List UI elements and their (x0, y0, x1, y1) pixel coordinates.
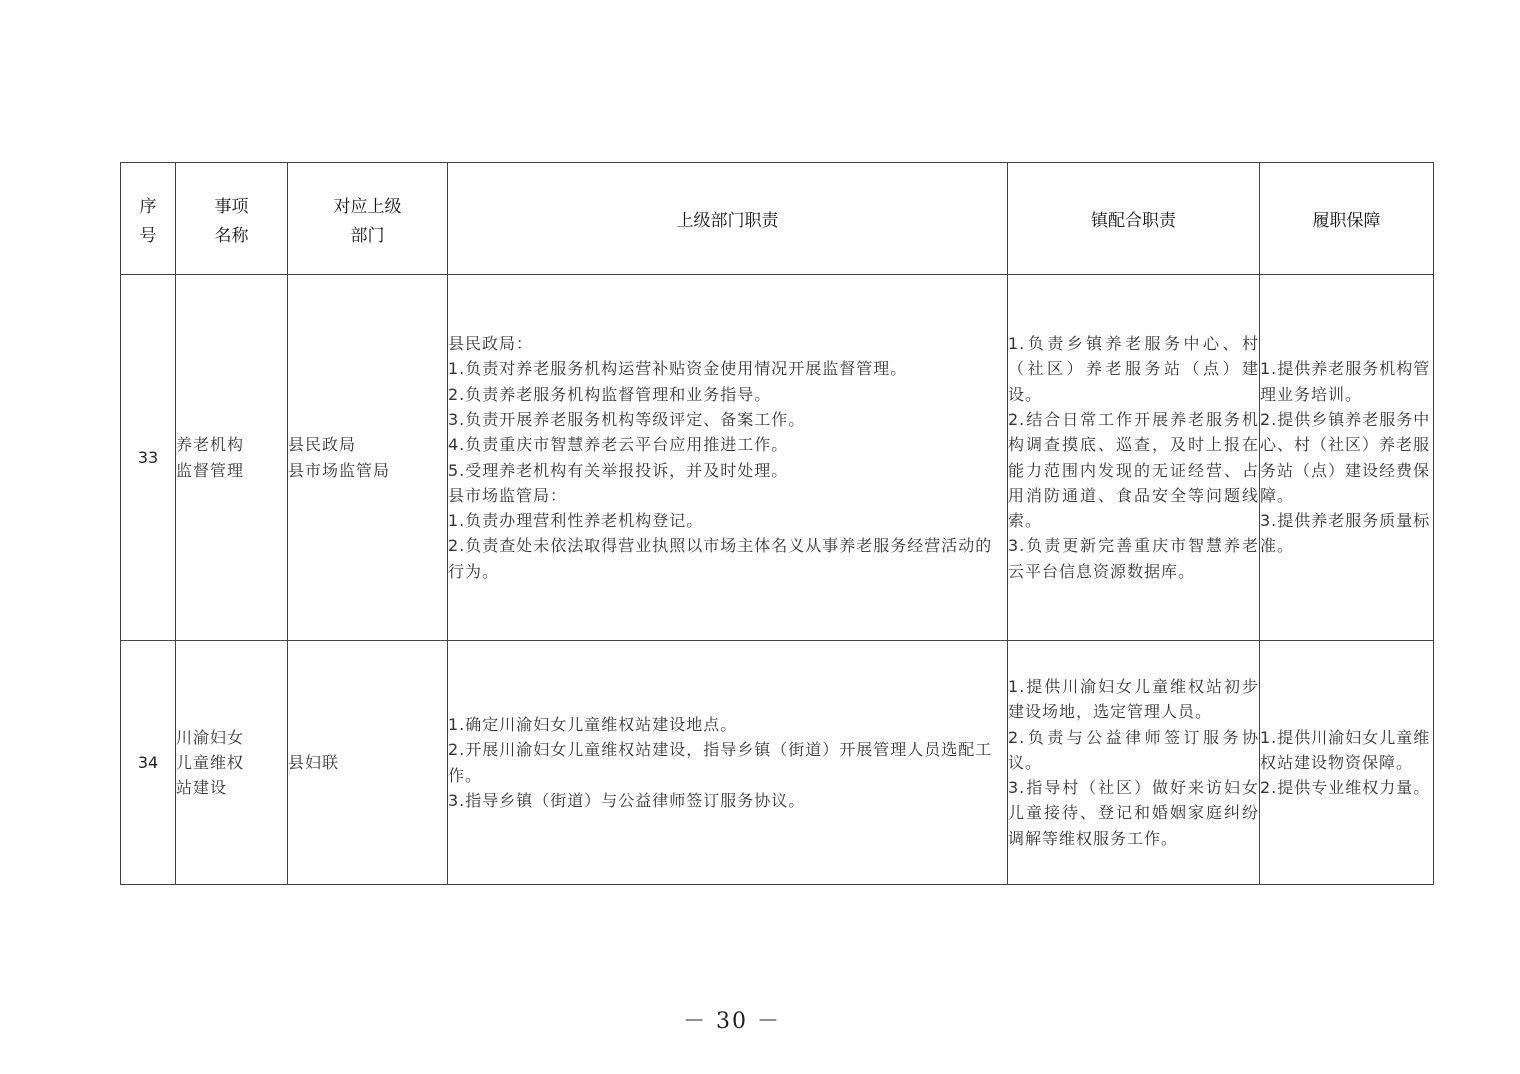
row-department (288, 641, 448, 885)
item-name-line: 儿童维权 (176, 752, 245, 772)
row-item-name (176, 641, 288, 885)
header-seq-line-1: 序 (139, 196, 157, 217)
guarantee-line: 1.提供养老服务机构管理业务培训。 (1260, 359, 1431, 404)
department-line: 县妇联 (288, 752, 340, 772)
upper-duty-line: 县市场监管局： (448, 485, 568, 505)
upper-duty-line: 1.确定川渝妇女儿童维权站建设地点。 (448, 714, 738, 734)
header-town-duty: 镇配合职责 (1008, 163, 1260, 275)
header-item-line-1: 事项 (214, 196, 249, 217)
guarantee-line: 3.提供养老服务质量标准。 (1260, 511, 1431, 556)
upper-duty-line: 3.指导乡镇（街道）与公益律师签订服务协议。 (448, 790, 806, 810)
item-name-line: 站建设 (176, 778, 228, 798)
item-name-line: 监督管理 (176, 460, 245, 480)
table-row (121, 275, 1434, 641)
upper-duty-line: 1.负责办理营利性养老机构登记。 (448, 511, 704, 531)
upper-duty-line: 5.受理养老机构有关举报投诉，并及时处理。 (448, 460, 789, 480)
upper-duty-line: 2.负责养老服务机构监督管理和业务指导。 (448, 384, 772, 404)
row-guarantee (1260, 641, 1434, 885)
header-upper-duty: 上级部门职责 (448, 163, 1008, 275)
row-seq: 34 (121, 641, 176, 885)
guarantee-line: 2.提供专业维权力量。 (1260, 778, 1431, 798)
upper-duty-line: 3.负责开展养老服务机构等级评定、备案工作。 (448, 409, 806, 429)
row-town-duty (1008, 641, 1260, 885)
page-number: － 30 － (683, 1009, 781, 1034)
town-duty-line: 3.指导村（社区）做好来访妇女儿童接待、登记和婚姻家庭纠纷调解等维权服务工作。 (1008, 778, 1259, 848)
table-row (121, 641, 1434, 885)
header-dept (288, 163, 448, 275)
row-seq: 33 (121, 275, 176, 641)
row-guarantee (1260, 275, 1434, 641)
upper-duty-line: 2.开展川渝妇女儿童维权站建设，指导乡镇（街道）开展管理人员选配工作。 (448, 740, 993, 785)
town-duty-line: 2.负责与公益律师签订服务协议。 (1008, 727, 1259, 772)
department-line: 县市场监管局 (288, 460, 391, 480)
upper-duty-line: 2.负责查处未依法取得营业执照以市场主体名义从事养老服务经营活动的行为。 (448, 536, 993, 581)
town-duty-line: 3.负责更新完善重庆市智慧养老云平台信息资源数据库。 (1008, 536, 1259, 581)
row-department (288, 275, 448, 641)
row-upper-duty (448, 641, 1008, 885)
table-header-row (121, 163, 1434, 275)
upper-duty-line: 1.负责对养老服务机构运营补贴资金使用情况开展监督管理。 (448, 359, 908, 379)
header-dept-line-2: 部门 (350, 225, 385, 246)
guarantee-line: 1.提供川渝妇女儿童维权站建设物资保障。 (1260, 727, 1431, 772)
responsibility-table (120, 162, 1434, 885)
guarantee-line: 2.提供乡镇养老服务中心、村（社区）养老服务站（点）建设经费保障。 (1260, 409, 1431, 505)
row-upper-duty (448, 275, 1008, 641)
row-item-name (176, 275, 288, 641)
header-guarantee: 履职保障 (1260, 163, 1434, 275)
header-dept-line-1: 对应上级 (333, 196, 402, 217)
header-seq (121, 163, 176, 275)
town-duty-line: 1.负责乡镇养老服务中心、村（社区）养老服务站（点）建设。 (1008, 334, 1259, 404)
header-item (176, 163, 288, 275)
upper-duty-line: 县民政局： (448, 334, 534, 354)
upper-duty-line: 4.负责重庆市智慧养老云平台应用推进工作。 (448, 435, 789, 455)
item-name-line: 养老机构 (176, 435, 245, 455)
header-seq-line-2: 号 (139, 225, 157, 246)
item-name-line: 川渝妇女 (176, 727, 245, 747)
row-town-duty (1008, 275, 1260, 641)
department-line: 县民政局 (288, 435, 357, 455)
header-item-line-2: 名称 (214, 225, 249, 246)
town-duty-line: 1.提供川渝妇女儿童维权站初步建设场地，选定管理人员。 (1008, 676, 1259, 722)
town-duty-line: 2.结合日常工作开展养老服务机构调查摸底、巡查，及时上报在能力范围内发现的无证经营、占用消防通道、食品安全等问题线索。 (1008, 409, 1259, 531)
